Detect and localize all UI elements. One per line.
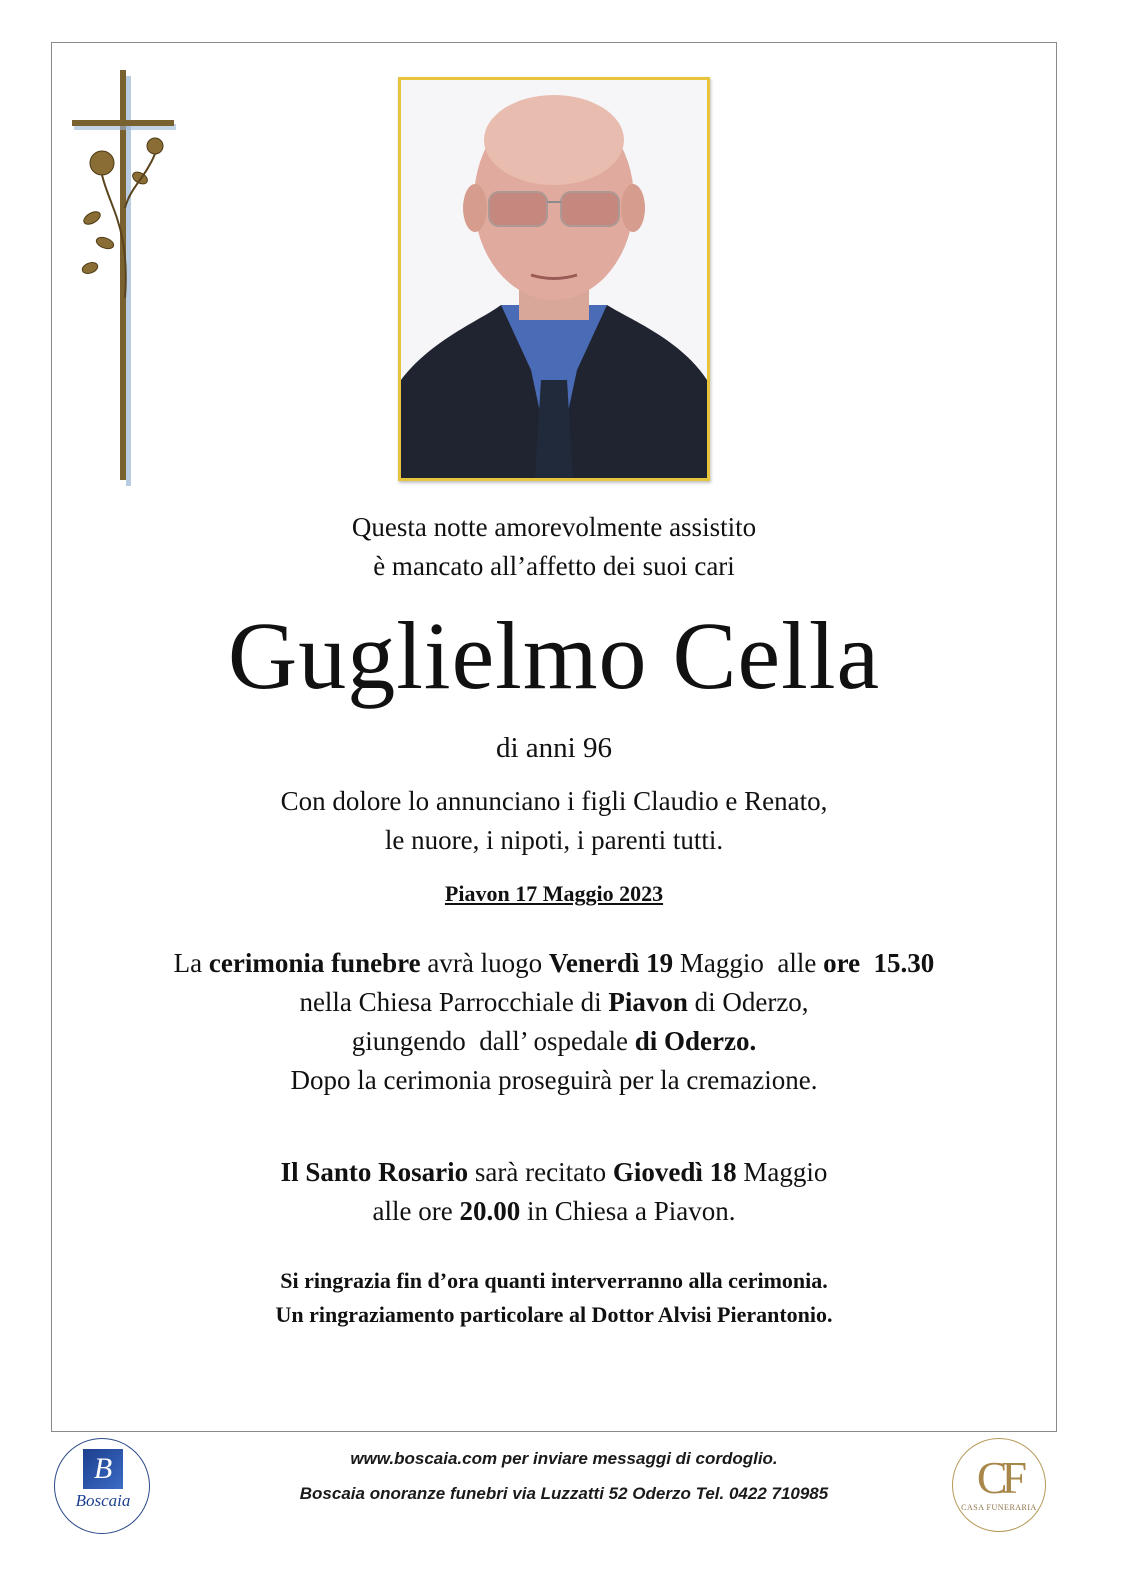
rosary-line-2	[51, 1192, 1057, 1231]
cross-with-rose-icon	[70, 68, 180, 488]
ceremony-origin: di Oderzo.	[634, 1026, 757, 1056]
intro-line-1: Questa notte amorevolmente assistito	[351, 512, 757, 542]
footer-website-line: www.boscaia.com per inviare messaggi di cordoglio.	[350, 1449, 778, 1468]
rosary-details	[51, 1153, 1057, 1231]
thanks-line-1: Si ringrazia fin d’ora quanti interverranno alla cerimonia.	[280, 1268, 828, 1293]
rosary-text: alle ore	[372, 1196, 460, 1226]
ceremony-day: Venerdì 19	[548, 948, 674, 978]
ceremony-text: Maggio alle	[673, 948, 824, 978]
casa-funeraria-monogram: CF	[976, 1452, 1022, 1503]
announcement-line-1: Con dolore lo annunciano i figli Claudio e Renato,	[280, 786, 828, 816]
portrait-photo	[398, 77, 710, 481]
rosary-text: sarà recitato	[468, 1157, 613, 1187]
ceremony-text: La	[173, 948, 209, 978]
ceremony-place: Piavon	[608, 987, 688, 1017]
ceremony-time: ore 15.30	[823, 948, 935, 978]
intro-line-2: è mancato all’affetto dei suoi cari	[373, 551, 735, 581]
thanks-line-2: Un ringraziamento particolare al Dottor Alvisi Pierantonio.	[275, 1302, 833, 1327]
rosary-text: in Chiesa a Piavon.	[520, 1196, 736, 1226]
rosary-line-1	[51, 1153, 1057, 1192]
rosary-day: Giovedì 18	[612, 1157, 737, 1187]
intro-text	[51, 508, 1057, 586]
ceremony-line-1	[51, 944, 1057, 983]
rosary-text: Maggio	[736, 1157, 828, 1187]
place-and-date: Piavon 17 Maggio 2023	[444, 881, 664, 906]
ceremony-line-2	[51, 983, 1057, 1022]
ceremony-emphasis: cerimonia funebre	[208, 948, 421, 978]
boscaia-logo-mark: B	[83, 1449, 123, 1489]
ceremony-details	[51, 944, 1057, 1100]
ceremony-line-3	[51, 1022, 1057, 1061]
casa-funeraria-caption: CASA FUNERARIA	[961, 1503, 1037, 1512]
ceremony-text: nella Chiesa Parrocchiale di	[299, 987, 609, 1017]
ceremony-text: giungendo dall’ ospedale	[351, 1026, 635, 1056]
boscaia-logo-word: Boscaia	[75, 1491, 131, 1510]
announcement-line-2: le nuore, i nipoti, i parenti tutti.	[384, 825, 724, 855]
deceased-name: Guglielmo Cella	[227, 602, 881, 709]
rosary-time: 20.00	[459, 1196, 521, 1226]
thanks-message	[51, 1264, 1057, 1332]
rosary-title: Il Santo Rosario	[280, 1157, 469, 1187]
ceremony-text: di Oderzo,	[687, 987, 809, 1017]
ceremony-text: avrà luogo	[420, 948, 549, 978]
casa-funeraria-logo	[952, 1438, 1046, 1532]
family-announcement	[51, 782, 1057, 860]
boscaia-logo	[54, 1438, 150, 1534]
ceremony-line-4: Dopo la cerimonia proseguirà per la cremazione.	[290, 1065, 818, 1095]
deceased-age: di anni 96	[496, 732, 612, 764]
footer-address-line: Boscaia onoranze funebri via Luzzatti 52 Oderzo Tel. 0422 710985	[299, 1484, 829, 1503]
